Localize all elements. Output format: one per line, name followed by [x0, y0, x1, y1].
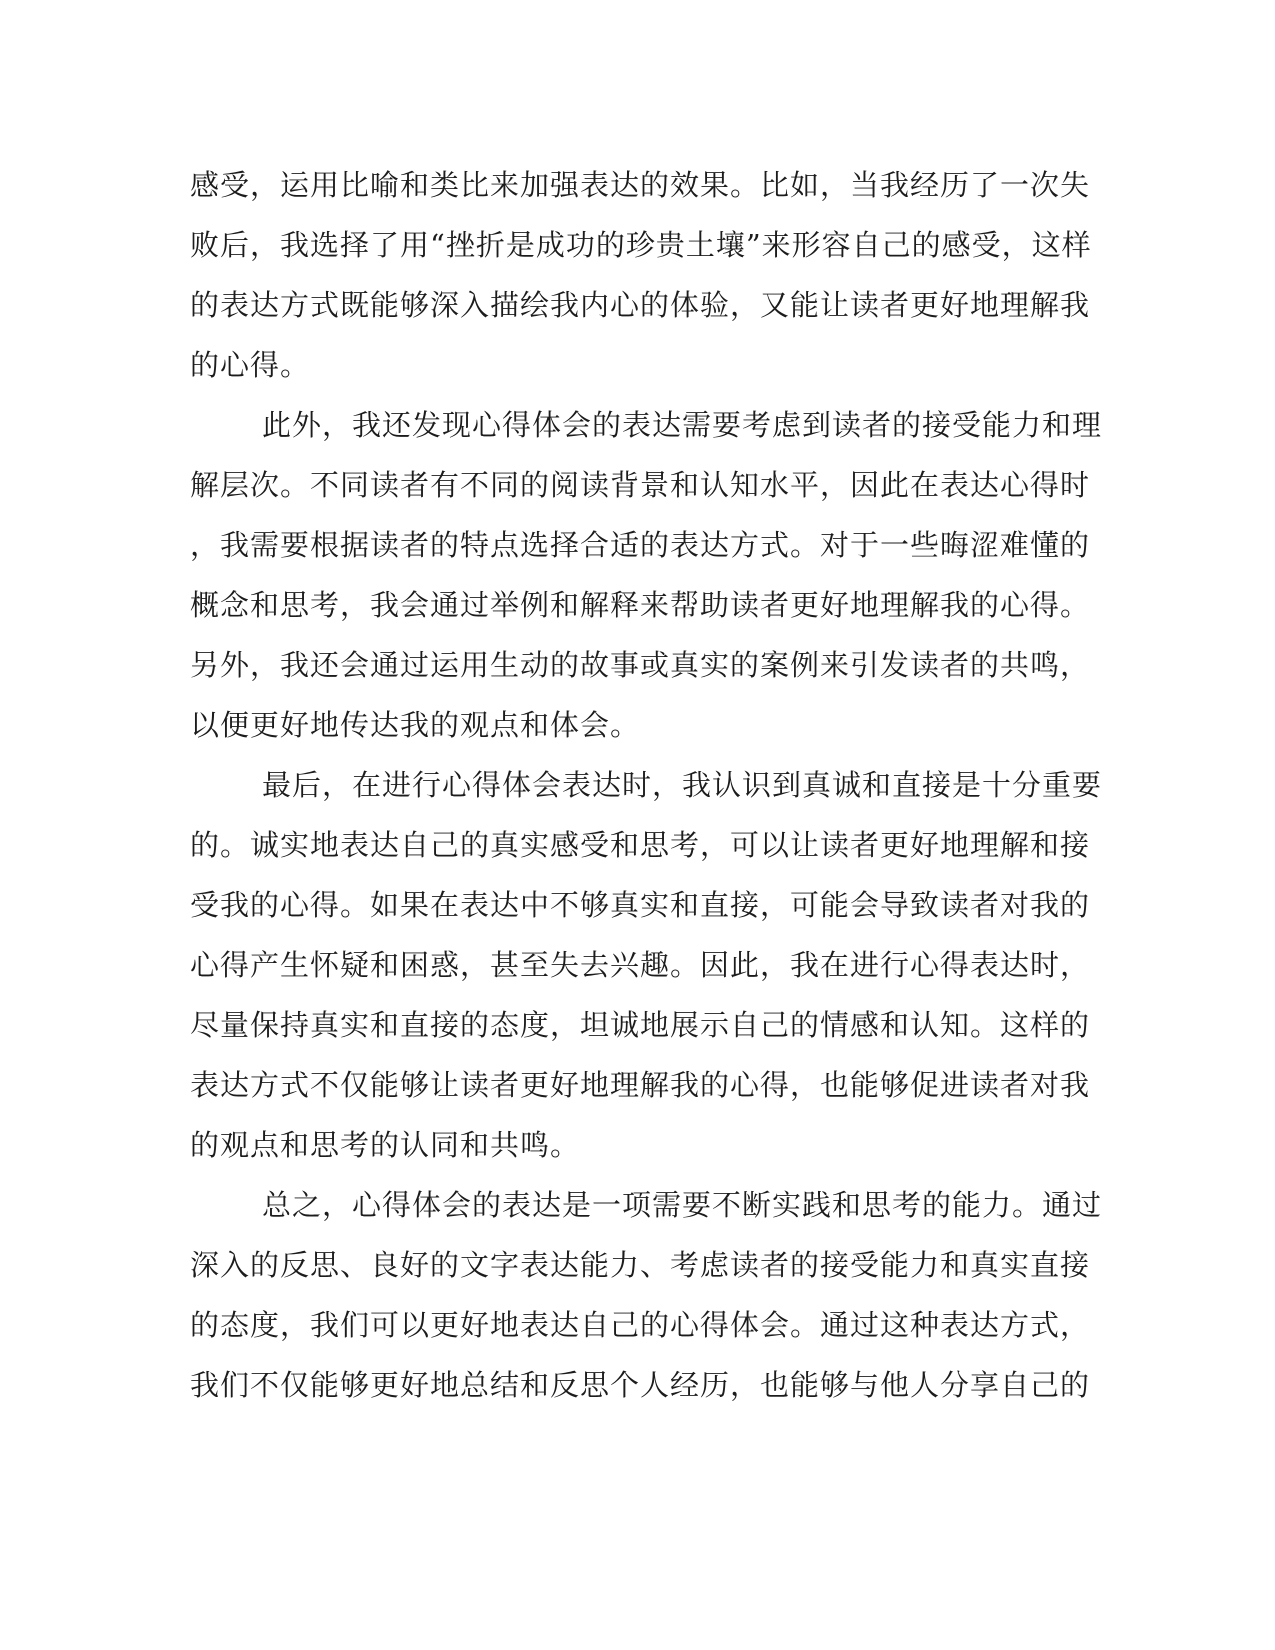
- text-line: 概念和思考，我会通过举例和解释来帮助读者更好地理解我的心得。: [190, 588, 1091, 622]
- text-line: ，我需要根据读者的特点选择合适的表达方式。对于一些晦涩难懂的: [190, 528, 1091, 562]
- document-body: [190, 155, 1103, 1415]
- text-line: 败后，我选择了用“挫折是成功的珍贵土壤”来形容自己的感受，这样: [190, 228, 1092, 262]
- text-line: 我们不仅能够更好地总结和反思个人经历，也能够与他人分享自己的: [190, 1368, 1091, 1402]
- text-line: 尽量保持真实和直接的态度，坦诚地展示自己的情感和认知。这样的: [190, 1008, 1091, 1042]
- text-line: 的心得。: [190, 348, 311, 382]
- text-line: 表达方式不仅能够让读者更好地理解我的心得，也能够促进读者对我: [190, 1068, 1091, 1102]
- text-line: 的观点和思考的认同和共鸣。: [190, 1128, 581, 1162]
- text-line: 以便更好地传达我的观点和体会。: [190, 708, 641, 742]
- text-line: 另外，我还会通过运用生动的故事或真实的案例来引发读者的共鸣，: [190, 648, 1091, 682]
- paragraph-first-line: 最后，在进行心得体会表达时，我认识到真诚和直接是十分重要: [262, 768, 1103, 802]
- text-line: 受我的心得。如果在表达中不够真实和直接，可能会导致读者对我的: [190, 888, 1091, 922]
- text-line: 感受，运用比喻和类比来加强表达的效果。比如，当我经历了一次失: [190, 168, 1091, 202]
- text-line: 的。诚实地表达自己的真实感受和思考，可以让读者更好地理解和接: [190, 828, 1091, 862]
- paragraph-first-line: 总之，心得体会的表达是一项需要不断实践和思考的能力。通过: [262, 1188, 1103, 1222]
- text-line: 心得产生怀疑和困惑，甚至失去兴趣。因此，我在进行心得表达时，: [190, 948, 1091, 982]
- paragraph-first-line: 此外，我还发现心得体会的表达需要考虑到读者的接受能力和理: [262, 408, 1103, 442]
- text-line: 解层次。不同读者有不同的阅读背景和认知水平，因此在表达心得时: [190, 468, 1091, 502]
- text-line: 的态度，我们可以更好地表达自己的心得体会。通过这种表达方式，: [190, 1308, 1091, 1342]
- text-line: 深入的反思、良好的文字表达能力、考虑读者的接受能力和真实直接: [190, 1248, 1091, 1282]
- text-line: 的表达方式既能够深入描绘我内心的体验，又能让读者更好地理解我: [190, 288, 1091, 322]
